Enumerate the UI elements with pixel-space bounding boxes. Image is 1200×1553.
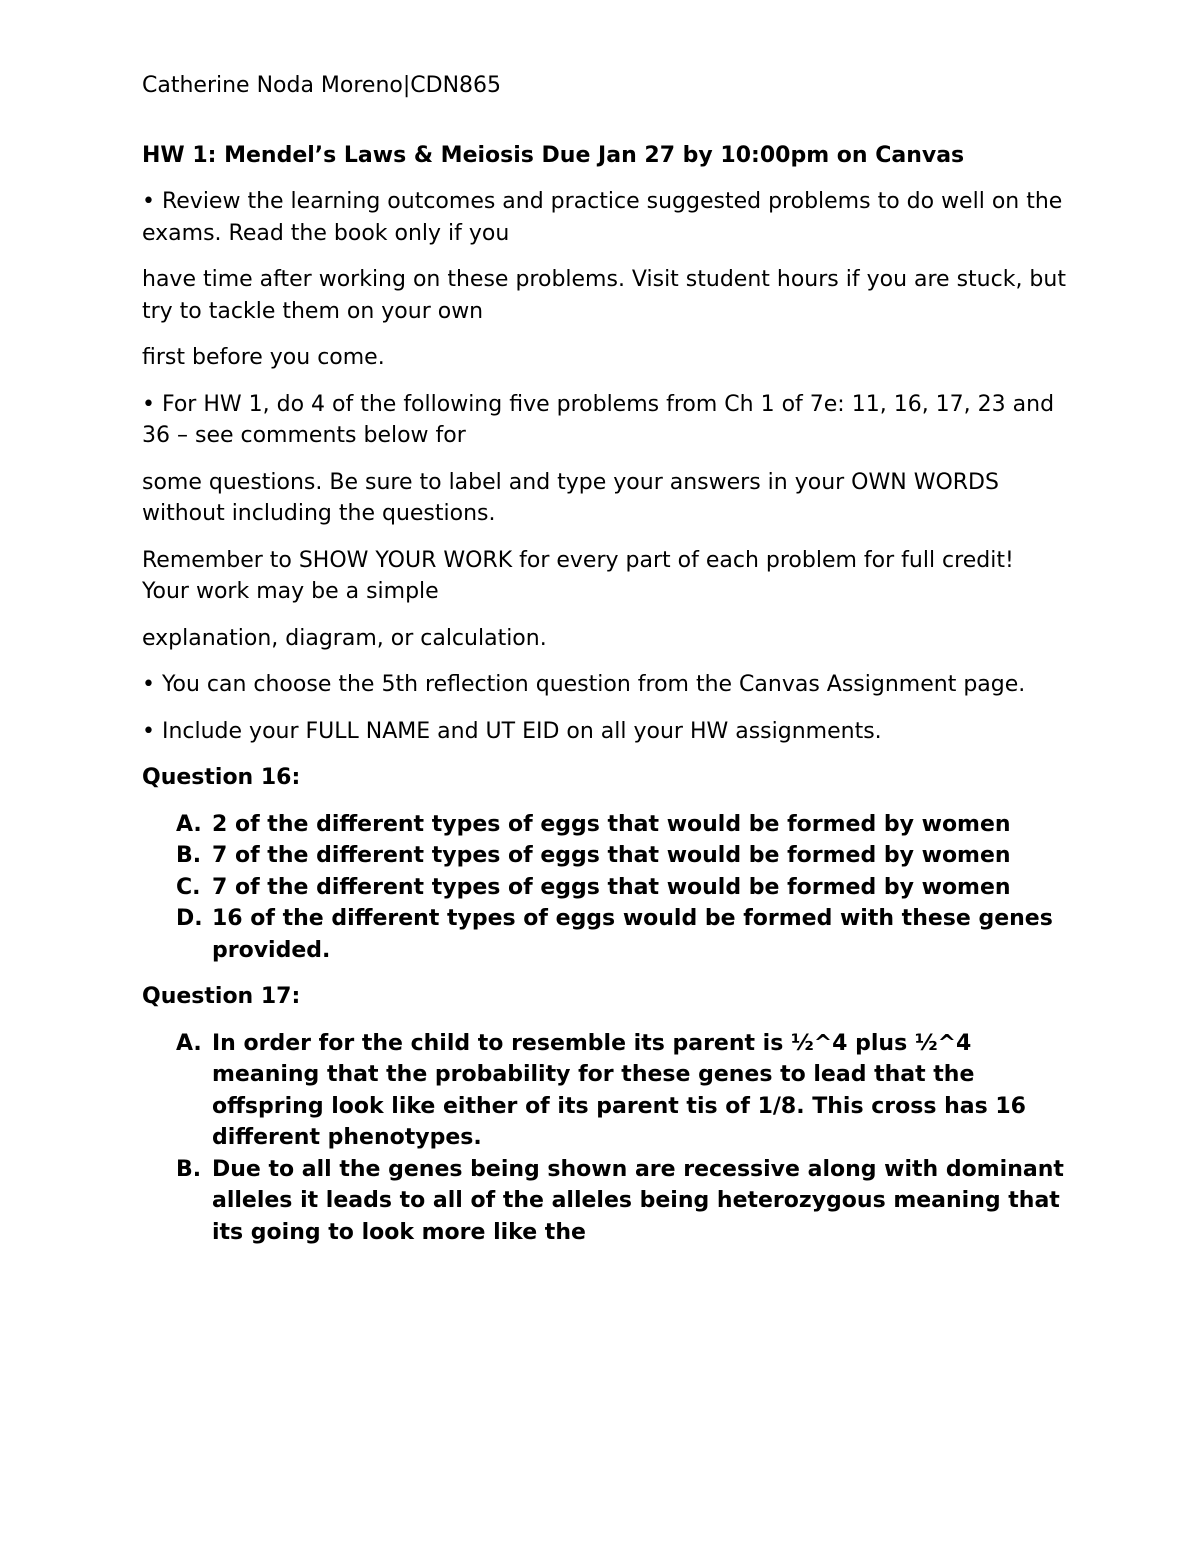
instruction-paragraph: some questions. Be sure to label and type your answers in your OWN WORDS without including the questions. — [142, 469, 999, 526]
answer-text: 2 of the different types of eggs that would be formed by women — [212, 811, 1011, 837]
answer-text: 7 of the different types of eggs that would be formed by women — [212, 874, 1011, 900]
instruction-paragraph: • Include your FULL NAME and UT EID on all your HW assignments. — [142, 718, 882, 744]
answer-marker: A. — [176, 811, 202, 837]
question-17-heading: Question 17: — [142, 984, 301, 1009]
instruction-paragraph: • You can choose the 5th reflection question from the Canvas Assignment page. — [142, 672, 1026, 697]
question-17-answers — [142, 1028, 1067, 1249]
instruction-paragraph: Remember to SHOW YOUR WORK for every part of each problem for full credit! Your work may be a simple — [142, 547, 1014, 604]
instruction-paragraph: first before you come. — [142, 345, 385, 370]
author-header: Catherine Noda Moreno|CDN865 — [142, 73, 502, 98]
answer-text: Due to all the genes being shown are recessive along with dominant alleles it leads to all of the alleles being heterozygous meaning that its going to look more like the — [212, 1156, 1064, 1245]
answer-marker: A. — [176, 1030, 202, 1056]
answer-item — [142, 903, 1067, 966]
answer-text: In order for the child to resemble its parent is ½^4 plus ½^4 meaning that the probability for these genes to lead that the offspring look like either of its parent tis of 1/8. This cross has 16 different phenotypes. — [212, 1030, 1026, 1150]
instruction-paragraph: have time after working on these problems. Visit student hours if you are stuck, but try to tackle them on your own — [142, 267, 1066, 324]
answer-item — [142, 840, 1067, 872]
instruction-paragraph: • For HW 1, do 4 of the following five problems from Ch 1 of 7e: 11, 16, 17, 23 and 36 – see comments below for — [142, 391, 1055, 448]
question-16-heading: Question 16: — [142, 765, 301, 790]
answer-text: 16 of the different types of eggs would be formed with these genes provided. — [212, 906, 1053, 963]
instruction-paragraph: explanation, diagram, or calculation. — [142, 625, 547, 651]
answer-item — [142, 1028, 1067, 1154]
instruction-paragraph: • Review the learning outcomes and practice suggested problems to do well on the exams. Read the book only if you — [142, 189, 1063, 246]
answer-item — [142, 809, 1067, 841]
answer-marker: C. — [176, 874, 201, 900]
answer-marker: B. — [176, 1156, 202, 1182]
answer-item — [142, 1154, 1067, 1249]
document-page — [142, 70, 1067, 1263]
question-16-answers — [142, 809, 1067, 967]
answer-marker: D. — [176, 906, 203, 931]
assignment-title: HW 1: Mendel’s Laws & Meiosis Due Jan 27 by 10:00pm on Canvas — [142, 142, 965, 168]
answer-item — [142, 872, 1067, 904]
answer-text: 7 of the different types of eggs that would be formed by women — [212, 843, 1011, 868]
answer-marker: B. — [176, 843, 202, 868]
